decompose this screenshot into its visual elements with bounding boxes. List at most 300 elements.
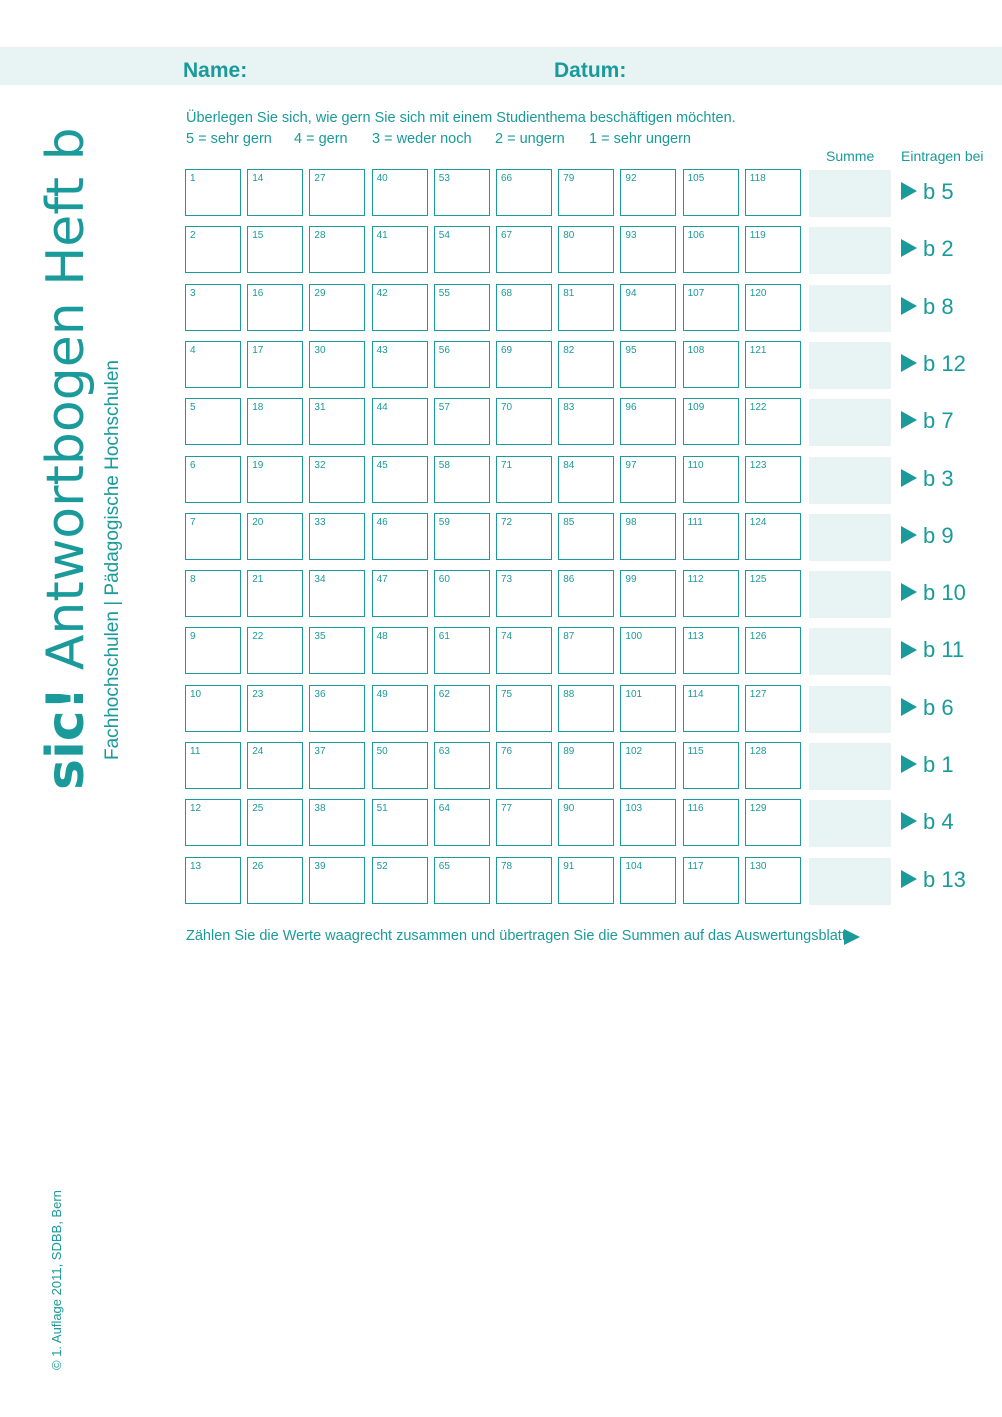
arrow-right-icon: [901, 870, 917, 888]
answer-box[interactable]: [683, 570, 739, 617]
item-number: 103: [625, 803, 643, 815]
item-number: 19: [252, 459, 264, 471]
answer-box[interactable]: [683, 627, 739, 674]
answer-box[interactable]: [185, 857, 241, 904]
arrow-right-icon: [901, 526, 917, 544]
item-number: 22: [252, 631, 264, 643]
item-number: 7: [190, 516, 196, 528]
item-number: 85: [563, 516, 575, 528]
entry-label: b 4: [923, 809, 954, 835]
answer-box[interactable]: [496, 627, 552, 674]
answer-box[interactable]: [683, 799, 739, 846]
item-number: 26: [252, 860, 264, 872]
entry-target: [901, 236, 954, 262]
entry-target: [901, 466, 954, 492]
form-title: Antwortbogen Heft b: [36, 127, 96, 671]
answer-box[interactable]: [434, 226, 490, 273]
answer-box[interactable]: [247, 685, 303, 732]
answer-box[interactable]: [185, 341, 241, 388]
answer-box[interactable]: [185, 226, 241, 273]
item-number: 72: [501, 516, 513, 528]
answer-box[interactable]: [558, 570, 614, 617]
entry-label: b 11: [923, 637, 965, 663]
answer-box[interactable]: [247, 742, 303, 789]
answer-box[interactable]: [558, 857, 614, 904]
entry-label: b 6: [923, 694, 954, 720]
answer-box[interactable]: [372, 284, 428, 331]
item-number: 78: [501, 860, 513, 872]
answer-box[interactable]: [745, 513, 801, 560]
item-number: 68: [501, 287, 513, 299]
answer-box[interactable]: [372, 685, 428, 732]
answer-box[interactable]: [745, 742, 801, 789]
item-number: 64: [438, 803, 450, 815]
answer-box[interactable]: [185, 685, 241, 732]
answer-box[interactable]: [434, 627, 490, 674]
sum-box[interactable]: [809, 628, 891, 675]
answer-box[interactable]: [309, 799, 365, 846]
answer-box[interactable]: [558, 799, 614, 846]
answer-box[interactable]: [247, 857, 303, 904]
answer-box[interactable]: [372, 341, 428, 388]
item-number: 83: [563, 402, 575, 414]
item-number: 46: [376, 516, 388, 528]
instruction-text: Überlegen Sie sich, wie gern Sie sich mit einem Studienthema beschäftigen möchten.: [186, 110, 736, 126]
item-number: 111: [687, 516, 703, 528]
item-number: 115: [687, 746, 704, 757]
item-number: 120: [749, 287, 767, 299]
answer-box[interactable]: [372, 398, 428, 445]
side-subtitle: Fachhochschulen | Pädagogische Hochschulen: [102, 360, 123, 760]
arrow-right-icon: [901, 469, 917, 487]
answer-box[interactable]: [434, 513, 490, 560]
item-number: 3: [190, 287, 196, 299]
answer-box[interactable]: [745, 284, 801, 331]
entry-target: [901, 867, 966, 893]
answer-box[interactable]: [496, 570, 552, 617]
item-number: 45: [376, 459, 388, 471]
answer-box[interactable]: [247, 226, 303, 273]
item-number: 36: [314, 688, 326, 700]
item-number: 38: [314, 803, 326, 815]
entry-target: [901, 179, 954, 205]
answer-box[interactable]: [185, 398, 241, 445]
item-number: 58: [438, 459, 450, 471]
entry-target: [901, 695, 954, 721]
arrow-right-icon: [901, 239, 917, 257]
answer-box[interactable]: [745, 627, 801, 674]
item-number: 96: [625, 402, 637, 414]
answer-row: [185, 742, 1002, 791]
answer-box[interactable]: [309, 685, 365, 732]
item-number: 101: [625, 688, 643, 700]
answer-box[interactable]: [683, 742, 739, 789]
item-number: 76: [501, 746, 513, 757]
arrow-right-icon: [901, 411, 917, 429]
item-number: 42: [376, 287, 388, 299]
answer-row: [185, 513, 1002, 562]
item-number: 62: [438, 688, 450, 700]
answer-box[interactable]: [496, 685, 552, 732]
answer-row: [185, 627, 1002, 676]
answer-box[interactable]: [745, 685, 801, 732]
arrow-right-icon: [901, 755, 917, 773]
answer-box[interactable]: [185, 169, 241, 216]
item-number: 81: [563, 287, 575, 299]
answer-row: [185, 857, 1002, 906]
entry-label: b 5: [923, 179, 954, 204]
item-number: 128: [749, 746, 767, 757]
arrow-right-icon: [901, 583, 917, 601]
answer-box[interactable]: [620, 513, 676, 560]
answer-box[interactable]: [372, 742, 428, 789]
answer-box[interactable]: [309, 341, 365, 388]
answer-box[interactable]: [620, 799, 676, 846]
enter-column-header: Eintragen bei: [901, 148, 984, 164]
scale-legend: [186, 131, 691, 147]
item-number: 75: [501, 688, 513, 700]
answer-box[interactable]: [620, 284, 676, 331]
answer-box[interactable]: [496, 799, 552, 846]
answer-box[interactable]: [247, 284, 303, 331]
item-number: 82: [563, 344, 575, 356]
answer-box[interactable]: [683, 513, 739, 560]
answer-box[interactable]: [309, 513, 365, 560]
answer-box[interactable]: [683, 685, 739, 732]
answer-box[interactable]: [745, 341, 801, 388]
item-number: 11: [190, 746, 201, 757]
answer-box[interactable]: [558, 685, 614, 732]
entry-label: b 1: [923, 752, 954, 777]
item-number: 14: [252, 173, 264, 184]
entry-target: [901, 294, 954, 320]
answer-box[interactable]: [558, 284, 614, 331]
answer-box[interactable]: [496, 857, 552, 904]
answer-box[interactable]: [745, 570, 801, 617]
side-title: [36, 127, 96, 790]
item-number: 118: [749, 173, 766, 184]
entry-label: b 10: [923, 580, 966, 606]
entry-target: [901, 408, 954, 434]
entry-target: [901, 809, 954, 835]
name-label: Name:: [183, 59, 248, 82]
answer-box[interactable]: [683, 226, 739, 273]
answer-box[interactable]: [745, 799, 801, 846]
item-number: 24: [252, 746, 264, 757]
answer-box[interactable]: [309, 169, 365, 216]
answer-box[interactable]: [620, 169, 676, 216]
item-number: 95: [625, 344, 637, 356]
sum-box[interactable]: [809, 457, 891, 504]
item-number: 34: [314, 574, 326, 586]
answer-box[interactable]: [620, 627, 676, 674]
item-number: 126: [749, 631, 767, 643]
answer-box[interactable]: [496, 513, 552, 560]
item-number: 71: [501, 459, 513, 471]
entry-label: b 2: [923, 236, 954, 262]
answer-box[interactable]: [434, 169, 490, 216]
answer-box[interactable]: [372, 169, 428, 216]
sum-box[interactable]: [809, 800, 891, 847]
answer-box[interactable]: [745, 169, 801, 216]
item-number: 100: [625, 631, 643, 643]
sum-box[interactable]: [809, 514, 891, 561]
item-number: 28: [314, 230, 326, 242]
item-number: 32: [314, 459, 326, 471]
answer-box[interactable]: [620, 685, 676, 732]
answer-box[interactable]: [247, 513, 303, 560]
sum-box[interactable]: [809, 686, 891, 733]
item-number: 110: [687, 459, 704, 471]
item-number: 87: [563, 631, 575, 643]
answer-row: [185, 456, 1002, 505]
answer-row: [185, 799, 1002, 848]
answer-row: [185, 570, 1002, 619]
answer-box[interactable]: [247, 456, 303, 503]
answer-box[interactable]: [185, 513, 241, 560]
item-number: 53: [438, 173, 450, 184]
item-number: 124: [749, 516, 767, 528]
item-number: 70: [501, 402, 513, 414]
item-number: 127: [749, 688, 767, 700]
answer-box[interactable]: [620, 226, 676, 273]
answer-box[interactable]: [558, 341, 614, 388]
answer-box[interactable]: [185, 742, 241, 789]
answer-box[interactable]: [683, 857, 739, 904]
answer-box[interactable]: [434, 341, 490, 388]
item-number: 108: [687, 344, 705, 356]
answer-box[interactable]: [745, 857, 801, 904]
answer-box[interactable]: [372, 513, 428, 560]
answer-box[interactable]: [683, 456, 739, 503]
answer-box[interactable]: [558, 513, 614, 560]
item-number: 56: [438, 344, 450, 356]
answer-box[interactable]: [372, 799, 428, 846]
answer-box[interactable]: [185, 456, 241, 503]
item-number: 89: [563, 746, 575, 757]
entry-label: b 9: [923, 522, 954, 548]
answer-box[interactable]: [558, 627, 614, 674]
item-number: 130: [749, 860, 767, 872]
answer-box[interactable]: [434, 857, 490, 904]
answer-box[interactable]: [309, 857, 365, 904]
answer-box[interactable]: [683, 341, 739, 388]
scale-item: 4 = gern: [294, 131, 348, 147]
answer-box[interactable]: [372, 226, 428, 273]
arrow-right-icon: [901, 698, 917, 716]
item-number: 29: [314, 287, 326, 299]
footer-instruction: Zählen Sie die Werte waagrecht zusammen und übertragen Sie die Summen auf das Auswertungsblatt.: [186, 928, 850, 944]
item-number: 13: [190, 860, 202, 872]
sum-box[interactable]: [809, 285, 891, 332]
answer-box[interactable]: [434, 284, 490, 331]
answer-row: [185, 341, 1002, 390]
answer-box[interactable]: [247, 398, 303, 445]
entry-target: [901, 523, 954, 549]
item-number: 69: [501, 344, 513, 356]
answer-box[interactable]: [558, 742, 614, 789]
answer-box[interactable]: [620, 742, 676, 789]
answer-row: [185, 226, 1002, 275]
answer-box[interactable]: [185, 627, 241, 674]
item-number: 30: [314, 344, 326, 356]
item-number: 91: [563, 860, 575, 872]
answer-box[interactable]: [434, 799, 490, 846]
item-number: 12: [190, 803, 202, 815]
item-number: 43: [376, 344, 388, 356]
item-number: 15: [252, 230, 264, 242]
answer-box[interactable]: [185, 799, 241, 846]
answer-box[interactable]: [620, 341, 676, 388]
item-number: 16: [252, 287, 264, 299]
item-number: 25: [252, 803, 264, 815]
answer-box[interactable]: [434, 685, 490, 732]
answer-box[interactable]: [247, 341, 303, 388]
answer-box[interactable]: [745, 456, 801, 503]
answer-box[interactable]: [683, 398, 739, 445]
answer-box[interactable]: [372, 456, 428, 503]
sum-box[interactable]: [809, 571, 891, 618]
answer-box[interactable]: [745, 226, 801, 273]
item-number: 47: [376, 574, 388, 586]
item-number: 84: [563, 459, 575, 471]
item-number: 33: [314, 516, 326, 528]
item-number: 93: [625, 230, 637, 242]
item-number: 116: [687, 803, 704, 815]
answer-box[interactable]: [309, 456, 365, 503]
answer-box[interactable]: [309, 627, 365, 674]
answer-box[interactable]: [620, 857, 676, 904]
sum-box[interactable]: [809, 342, 891, 389]
answer-box[interactable]: [309, 742, 365, 789]
date-label: Datum:: [554, 59, 627, 82]
sum-box[interactable]: [809, 743, 891, 790]
answer-box[interactable]: [247, 627, 303, 674]
item-number: 112: [687, 574, 704, 586]
item-number: 77: [501, 803, 513, 815]
answer-box[interactable]: [185, 570, 241, 617]
item-number: 6: [190, 459, 196, 471]
answer-box[interactable]: [247, 799, 303, 846]
answer-box[interactable]: [309, 398, 365, 445]
entry-label: b 3: [923, 465, 954, 491]
item-number: 23: [252, 688, 264, 700]
item-number: 73: [501, 574, 513, 586]
answer-box[interactable]: [620, 456, 676, 503]
item-number: 2: [190, 230, 196, 242]
sum-box[interactable]: [809, 170, 891, 217]
answer-box[interactable]: [683, 169, 739, 216]
item-number: 59: [438, 516, 450, 528]
item-number: 86: [563, 574, 575, 586]
answer-box[interactable]: [247, 570, 303, 617]
item-number: 102: [625, 746, 643, 757]
answer-box[interactable]: [496, 226, 552, 273]
answer-box[interactable]: [309, 570, 365, 617]
answer-box[interactable]: [185, 284, 241, 331]
answer-box[interactable]: [496, 169, 552, 216]
answer-box[interactable]: [309, 226, 365, 273]
item-number: 17: [252, 344, 264, 356]
item-number: 20: [252, 516, 264, 528]
answer-box[interactable]: [496, 742, 552, 789]
header-band: [0, 47, 1002, 85]
answer-box[interactable]: [372, 857, 428, 904]
answer-box[interactable]: [372, 627, 428, 674]
item-number: 67: [501, 230, 513, 242]
item-number: 122: [749, 402, 767, 414]
item-number: 66: [501, 173, 513, 184]
item-number: 94: [625, 287, 637, 299]
answer-box[interactable]: [558, 398, 614, 445]
answer-box[interactable]: [745, 398, 801, 445]
answer-box[interactable]: [496, 284, 552, 331]
sum-box[interactable]: [809, 858, 891, 905]
answer-box[interactable]: [434, 398, 490, 445]
item-number: 60: [438, 574, 450, 586]
arrow-right-icon: [901, 641, 917, 659]
arrow-right-icon: [901, 812, 917, 830]
answer-box[interactable]: [683, 284, 739, 331]
item-number: 57: [438, 402, 450, 414]
answer-box[interactable]: [434, 570, 490, 617]
scale-item: 2 = ungern: [495, 131, 565, 147]
answer-box[interactable]: [558, 226, 614, 273]
item-number: 55: [438, 287, 450, 299]
item-number: 49: [376, 688, 388, 700]
sum-box[interactable]: [809, 399, 891, 446]
item-number: 74: [501, 631, 513, 643]
item-number: 123: [749, 459, 767, 471]
answer-box[interactable]: [309, 284, 365, 331]
answer-box[interactable]: [247, 169, 303, 216]
item-number: 50: [376, 746, 388, 757]
answer-box[interactable]: [558, 169, 614, 216]
answer-box[interactable]: [434, 742, 490, 789]
answer-box[interactable]: [620, 398, 676, 445]
item-number: 97: [625, 459, 637, 471]
answer-box[interactable]: [558, 456, 614, 503]
answer-row: [185, 169, 1002, 218]
item-number: 88: [563, 688, 575, 700]
answer-box[interactable]: [496, 398, 552, 445]
item-number: 8: [190, 574, 196, 586]
item-number: 51: [376, 803, 388, 815]
item-number: 41: [376, 230, 388, 242]
sum-column-header: Summe: [826, 148, 875, 164]
item-number: 61: [438, 631, 450, 643]
entry-label: b 8: [923, 293, 954, 319]
answer-row: [185, 398, 1002, 447]
answer-box[interactable]: [434, 456, 490, 503]
item-number: 31: [314, 402, 326, 414]
item-number: 98: [625, 516, 637, 528]
item-number: 90: [563, 803, 575, 815]
answer-box[interactable]: [372, 570, 428, 617]
answer-box[interactable]: [496, 341, 552, 388]
item-number: 9: [190, 631, 196, 643]
scale-item: 3 = weder noch: [372, 131, 472, 147]
item-number: 44: [376, 402, 388, 414]
entry-target: [901, 580, 966, 606]
item-number: 80: [563, 230, 575, 242]
sum-box[interactable]: [809, 227, 891, 274]
item-number: 52: [376, 860, 388, 872]
answer-box[interactable]: [496, 456, 552, 503]
item-number: 129: [749, 803, 767, 815]
item-number: 92: [625, 173, 637, 184]
answer-box[interactable]: [620, 570, 676, 617]
